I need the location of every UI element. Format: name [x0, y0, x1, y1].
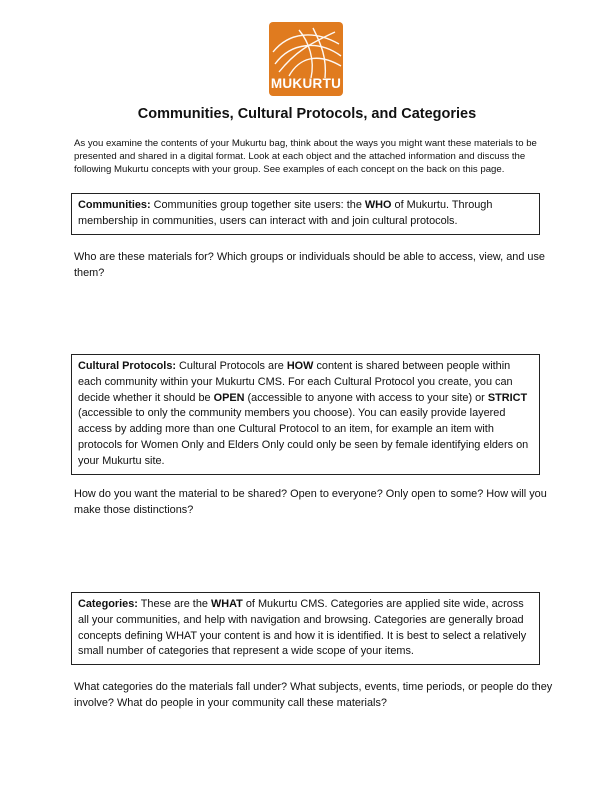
intro-paragraph: As you examine the contents of your Mukurtu bag, think about the ways you might want these materials to be presented and shared in a digital format. Look at each object and the attached information and discuss the following Mukurtu concepts with your group. See examples of each concept on the back on this page.: [74, 138, 537, 175]
categories-text-1: These are the: [137, 598, 211, 610]
communities-text-1: Communities group together site users: the: [150, 199, 365, 211]
logo-wordmark: MUKURTU: [270, 76, 342, 91]
protocols-label: Cultural Protocols:: [78, 360, 177, 372]
categories-text-2: of Mukurtu CMS. Categories are applied site wide, across all your communities, and help with navigation and browsing. Categories are generally broad concepts defining WHAT your content is and how it is identified. It is best to select a relatively small number of categories that represent a wide scope of your items.: [78, 598, 527, 658]
categories-question: What categories do the materials fall under? What subjects, events, time periods, or people do they involve? What do people in your community call these materials?: [74, 681, 553, 709]
protocols-emphasis-strict: STRICT: [487, 391, 528, 404]
protocols-text-2: content is shared between people within each community within your Mukurtu CMS. For each Cultural Protocol you create, you can decide whether it should be: [78, 360, 513, 404]
communities-text-2: of Mukurtu. Through membership in communities, users can interact with and join cultural protocols.: [78, 199, 493, 227]
communities-question: Who are these materials for? Which groups or individuals should be able to access, view, and use them?: [74, 251, 545, 279]
protocols-text-3: (accessible to anyone with access to your site) or: [244, 391, 488, 404]
mukurtu-logo: [269, 22, 343, 96]
categories-label: Categories:: [78, 598, 138, 610]
protocols-emphasis-how: HOW: [286, 360, 314, 372]
page-title: Communities, Cultural Protocols, and Categories: [137, 106, 477, 122]
communities-box: [71, 193, 540, 235]
cultural-protocols-box: [71, 354, 540, 475]
categories-emphasis: WHAT: [210, 598, 243, 610]
protocols-text-4: (accessible to only the community members you choose). You can easily provide layered access by adding more than one Cultural Protocol to an item, for example an item with protocols for Women Only and Elders Only could only be seen by female identifying elders on your Mukurtu site.: [78, 407, 529, 467]
communities-label: Communities:: [78, 199, 151, 211]
communities-emphasis: WHO: [364, 199, 392, 211]
protocols-text-1: Cultural Protocols are: [176, 360, 287, 372]
protocols-question: How do you want the material to be shared? Open to everyone? Only open to some? How will you make those distinctions?: [74, 488, 547, 516]
categories-box: [71, 592, 540, 665]
protocols-emphasis-open: OPEN: [213, 391, 245, 404]
